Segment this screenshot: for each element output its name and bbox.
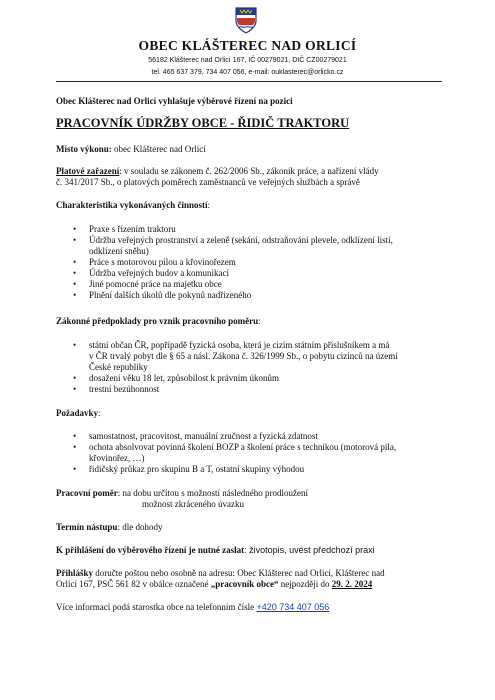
list-item: • dosažení věku 18 let, způsobilost k právním úkonům: [56, 373, 436, 384]
list-item-continuation: České republiky: [89, 362, 148, 372]
applications-block: [56, 568, 446, 590]
legal-list: [56, 340, 436, 395]
employment-block: [56, 488, 446, 510]
applications-deadline: 29. 2. 2024: [331, 579, 373, 589]
job-title: PRACOVNÍK ÚDRŽBY OBCE - ŘIDIČ TRAKTORU: [56, 116, 350, 130]
start-value: : dle dohody: [117, 522, 163, 532]
list-item: • trestní bezúhonnost: [56, 384, 436, 395]
list-item: • Práce s motorovou pilou a křovinořezem: [56, 257, 436, 268]
intro-text: Obec Klášterec nad Orlicí vyhlašuje výběrové řízení na pozici: [56, 96, 293, 106]
applications-label: Přihlášky: [56, 568, 94, 578]
applications-line-2a: Orlicí 167, PSČ 561 82 v obálce označené: [56, 579, 211, 589]
legal-heading: [56, 316, 446, 327]
applications-envelope-label: „pracovník obce“: [210, 579, 279, 589]
salary-block: [56, 166, 446, 188]
list-item: • ochota absolvovat povinná školení BOZP a školení práce s technikou (motorová pila,: [56, 442, 436, 453]
list-item: • Jiné pomocné práce na majetku obce: [56, 279, 436, 290]
list-item-continuation: odklízení sněhu): [89, 246, 149, 256]
contact-text: Více informací podá starostka obce na telefonním čísle: [56, 602, 257, 612]
salary-text-1: : v souladu se zákonem č. 262/2006 Sb., zákoník práce, a nařízení vlády: [119, 166, 379, 176]
characteristics-colon: :: [207, 200, 211, 210]
applications-line-1: doručte poštou nebo osobně na adresu: Obec Klášterec nad Orlicí, Klášterec nad: [93, 568, 385, 578]
documents-value: : životopis, uvést předchozí praxi: [244, 545, 375, 555]
employment-label: Pracovní poměr: [56, 488, 118, 498]
legal-colon: :: [258, 316, 261, 326]
list-item-continuation: v ČR trvalý pobyt dle § 65 a násl. Zákona č. 326/1999 Sb., o pobytu cizinců na území: [89, 351, 398, 361]
requirements-heading: [56, 408, 446, 419]
list-item: • řidičský průkaz pro skupinu B a T, ostatní skupiny výhodou: [56, 464, 436, 475]
organization-address: 56182 Klášterec nad Orlicí 167, IČ 00279021, DIČ CZ00279021: [148, 57, 347, 64]
list-item: • Plnění dalších úkolů dle pokynů nadřízeného: [56, 290, 436, 301]
workplace-label: Místo výkonu:: [56, 144, 112, 154]
characteristics-list: [56, 224, 436, 301]
list-item: • státní občan ČR, popřípadě fyzická osoba, která je cizím státním příslušníkem a má: [56, 340, 436, 351]
organization-title: OBEC KLÁŠTEREC NAD ORLICÍ: [138, 38, 357, 53]
organization-contact: tel. 465 637 379, 734 407 056, e-mail: ouklasterec@orlicko.cz: [151, 69, 344, 76]
start-label: Termín nástupu: [56, 522, 118, 532]
contact-line: [56, 602, 446, 613]
employment-line-2: možnost zkráceného úvazku: [142, 499, 244, 509]
list-item: • samostatnost, pracovitost, manuální zručnost a fyzická zdatnost: [56, 431, 436, 442]
workplace-line: [56, 144, 446, 155]
applications-line-2c: nejpozději do: [278, 579, 332, 589]
header-divider: [56, 81, 442, 82]
list-item-continuation: křovinořez, …): [89, 453, 145, 463]
requirements-colon: :: [98, 408, 101, 418]
start-line: [56, 522, 446, 533]
employment-line-1: : na dobu určitou s možností následného prodloužení: [117, 488, 308, 498]
list-item: • Údržba veřejných prostranství a zeleně (sekání, odstraňování plevele, odklízení listí,: [56, 235, 436, 246]
characteristics-heading: [56, 200, 446, 211]
characteristics-heading-text: Charakteristika vykonávaných činností: [56, 200, 208, 210]
list-item: • Údržba veřejných budov a komunikací: [56, 268, 436, 279]
workplace-value: obec Klášterec nad Orlicí: [111, 144, 206, 154]
requirements-heading-text: Požadavky: [56, 408, 99, 418]
documents-line: [56, 545, 446, 556]
contact-phone-link[interactable]: +420 734 407 056: [256, 602, 330, 612]
salary-label: Platové zařazení: [56, 166, 120, 176]
legal-heading-text: Zákonné předpoklady pro vznik pracovního poměru: [56, 316, 259, 326]
salary-text-2: č. 341/2017 Sb., o platových poměrech zaměstnanců ve veřejných službách a správě: [56, 177, 360, 187]
list-item: • Praxe s řízením traktoru: [56, 224, 436, 235]
requirements-list: [56, 431, 436, 475]
coat-of-arms-icon: [233, 6, 259, 34]
documents-label: K přihlášení do výběrového řízení je nutné zaslat: [56, 545, 245, 555]
